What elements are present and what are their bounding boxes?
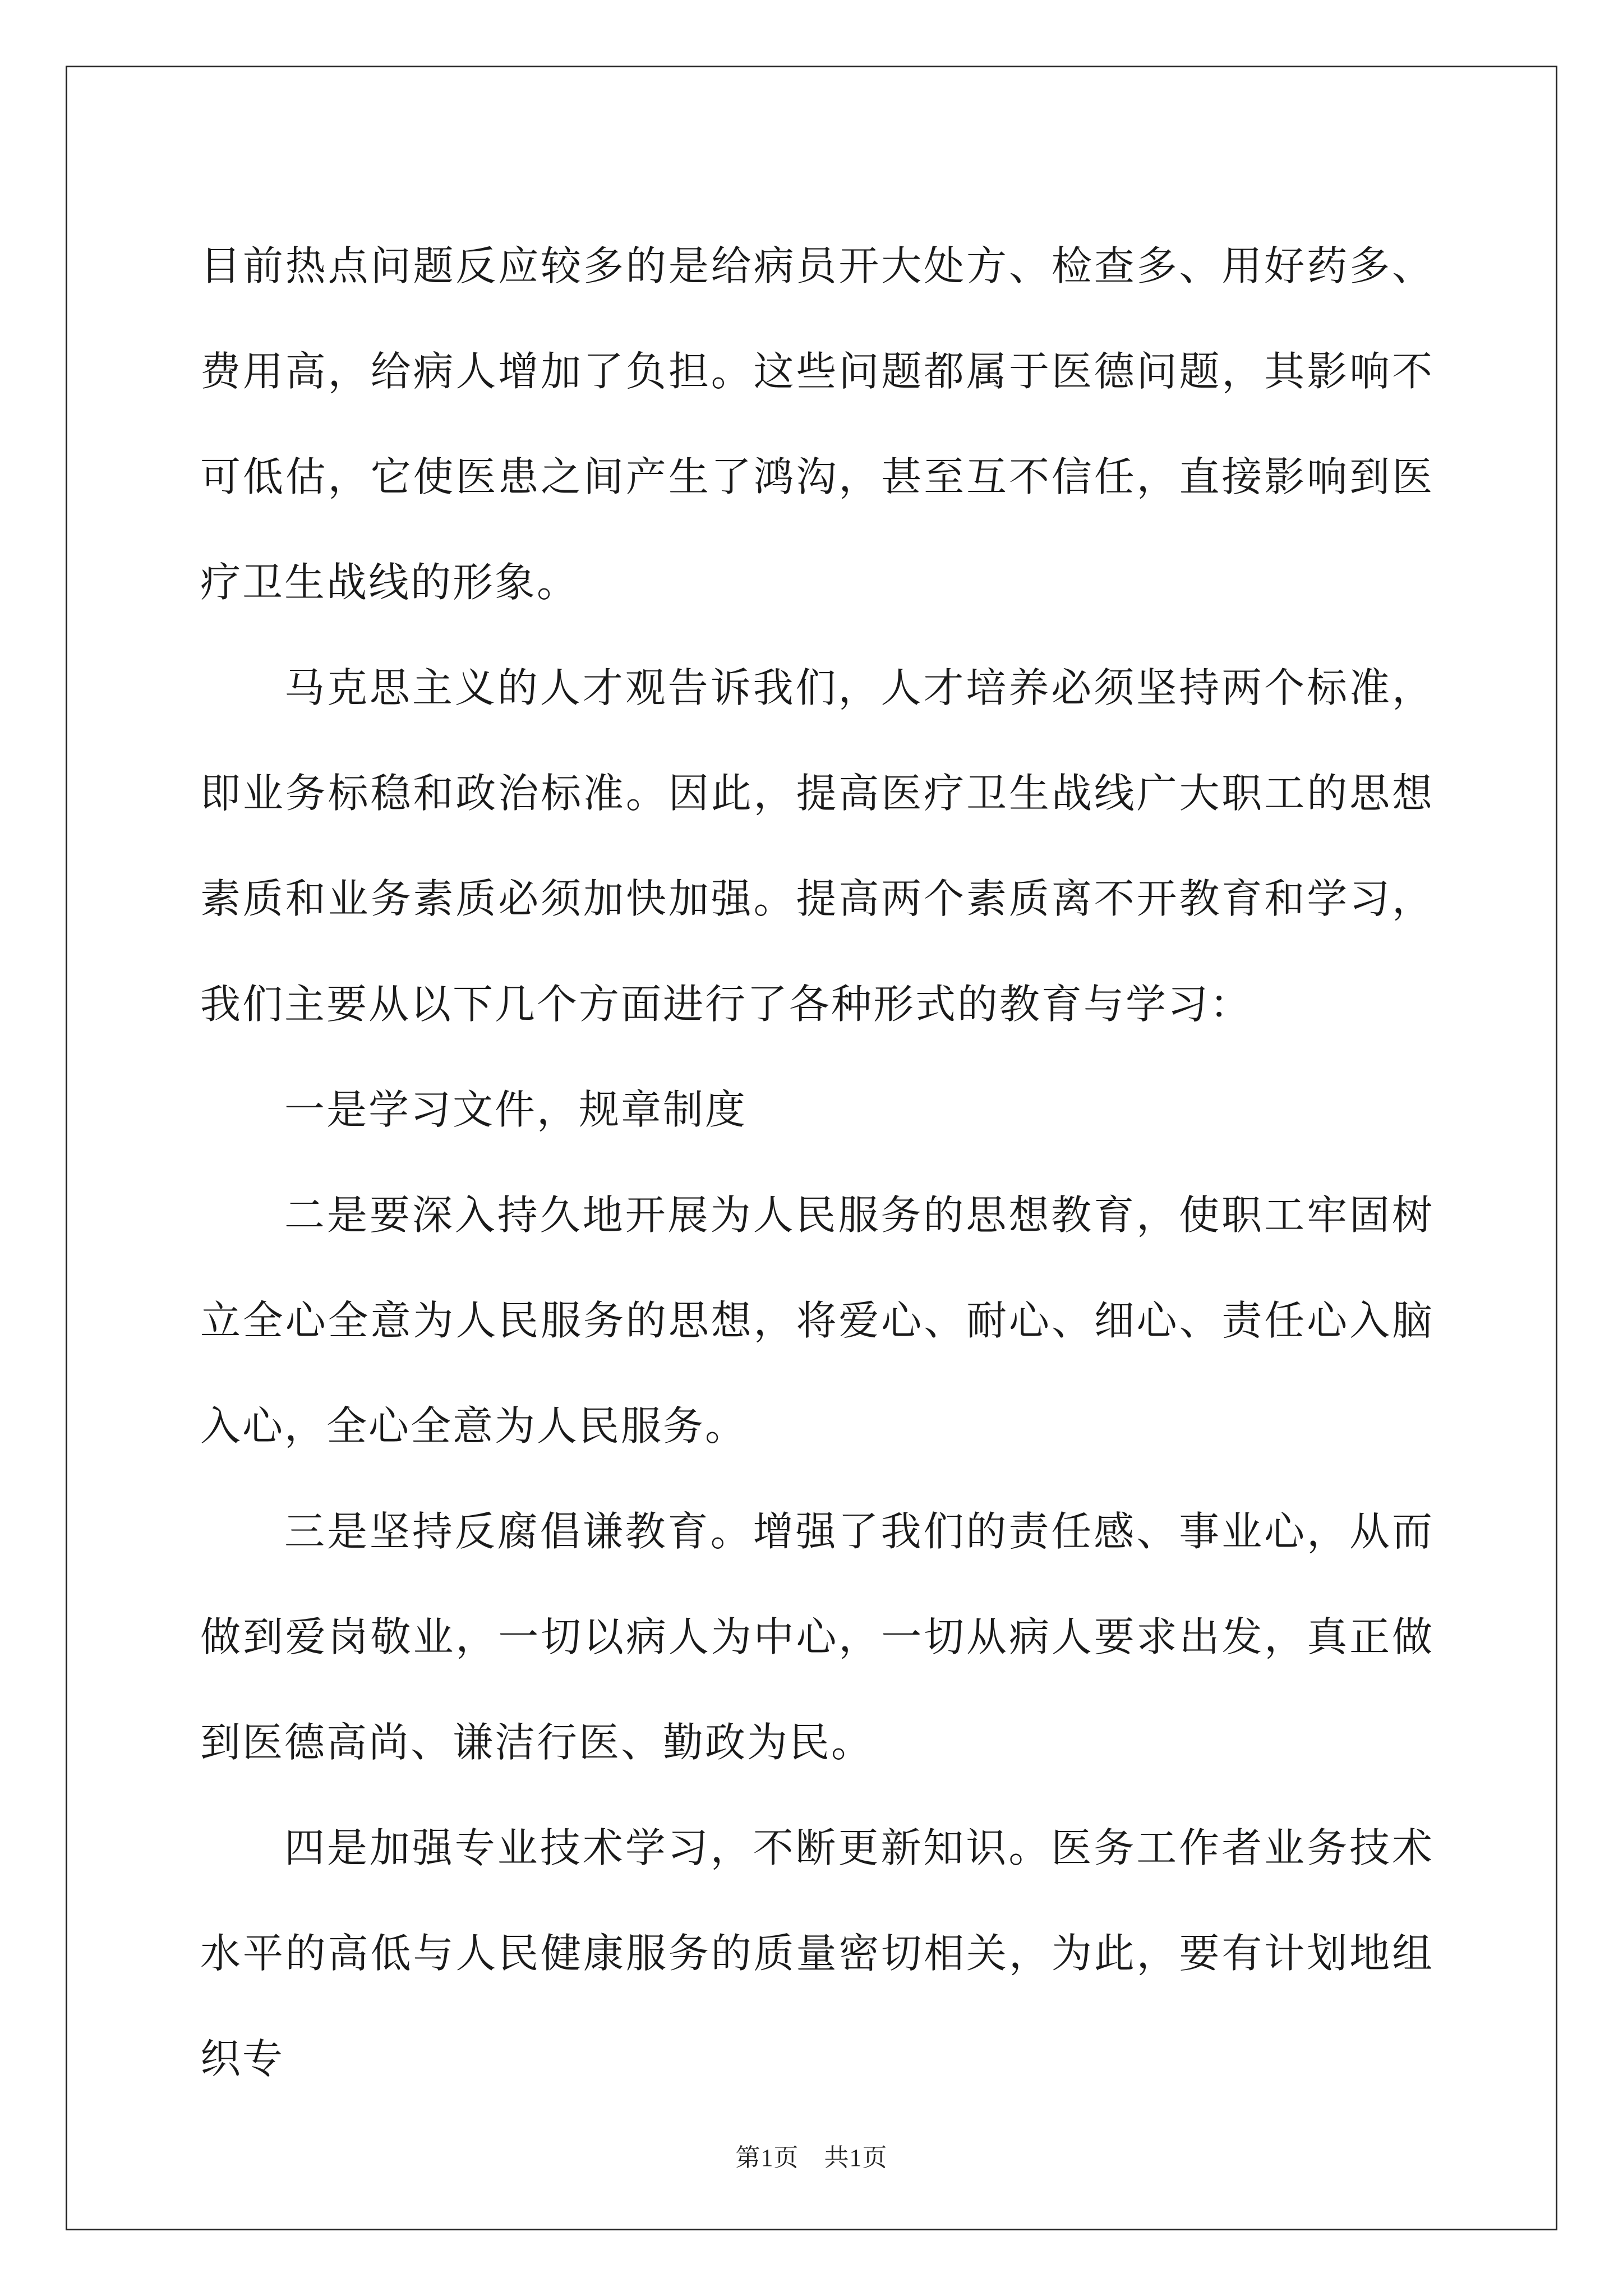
paragraph-2: 马克思主义的人才观告诉我们，人才培养必须坚持两个标准，即业务标稳和政治标准。因此，提高医疗卫生战线广大职工的思想素质和业务素质必须加快加强。提高两个素质离不开教育和学习，我们主要从以下几个方面进行了各种形式的教育与学习： [200, 664, 1434, 1028]
paragraph-5: 三是坚持反腐倡谦教育。增强了我们的责任感、事业心，从而做到爱岗敬业，一切以病人为中心，一切从病人要求出发，真正做到医德高尚、谦洁行医、勤政为民。 [200, 1508, 1434, 1766]
paragraph-1: 目前热点问题反应较多的是给病员开大处方、检查多、用好药多、费用高，给病人增加了负担。这些问题都属于医德问题，其影响不可低估，它使医患之间产生了鸿沟，甚至互不信任，直接影响到医疗卫生战线的形象。 [200, 242, 1434, 606]
page-footer: 第1页 共1页 [735, 2144, 888, 2171]
paragraph-6: 四是加强专业技术学习，不断更新知识。医务工作者业务技术水平的高低与人民健康服务的质量密切相关，为此，要有计划地组织专 [200, 1824, 1434, 2082]
paragraph-4: 二是要深入持久地开展为人民服务的思想教育，使职工牢固树立全心全意为人民服务的思想，将爱心、耐心、细心、责任心入脑入心，全心全意为人民服务。 [200, 1191, 1434, 1450]
document-body [200, 213, 1434, 2111]
paragraph-3: 一是学习文件，规章制度 [284, 1086, 748, 1133]
